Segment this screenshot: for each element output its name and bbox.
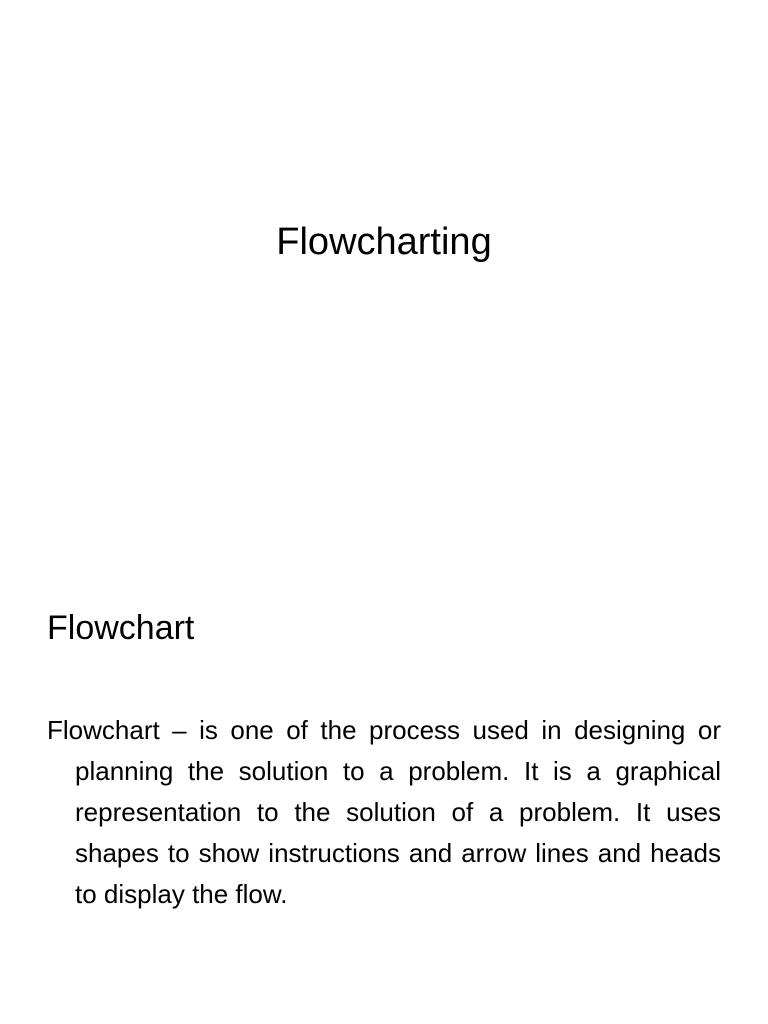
definition-paragraph: Flowchart – is one of the process used in designing or planning the solution to a problem. It is a graphical representation to the solution of a problem. It uses shapes to show instructions and arrow lines and heads to display the flow. [47,715,721,909]
slide-title: Flowcharting [276,221,492,263]
content-slide [0,512,768,1024]
section-heading: Flowchart [47,609,195,647]
